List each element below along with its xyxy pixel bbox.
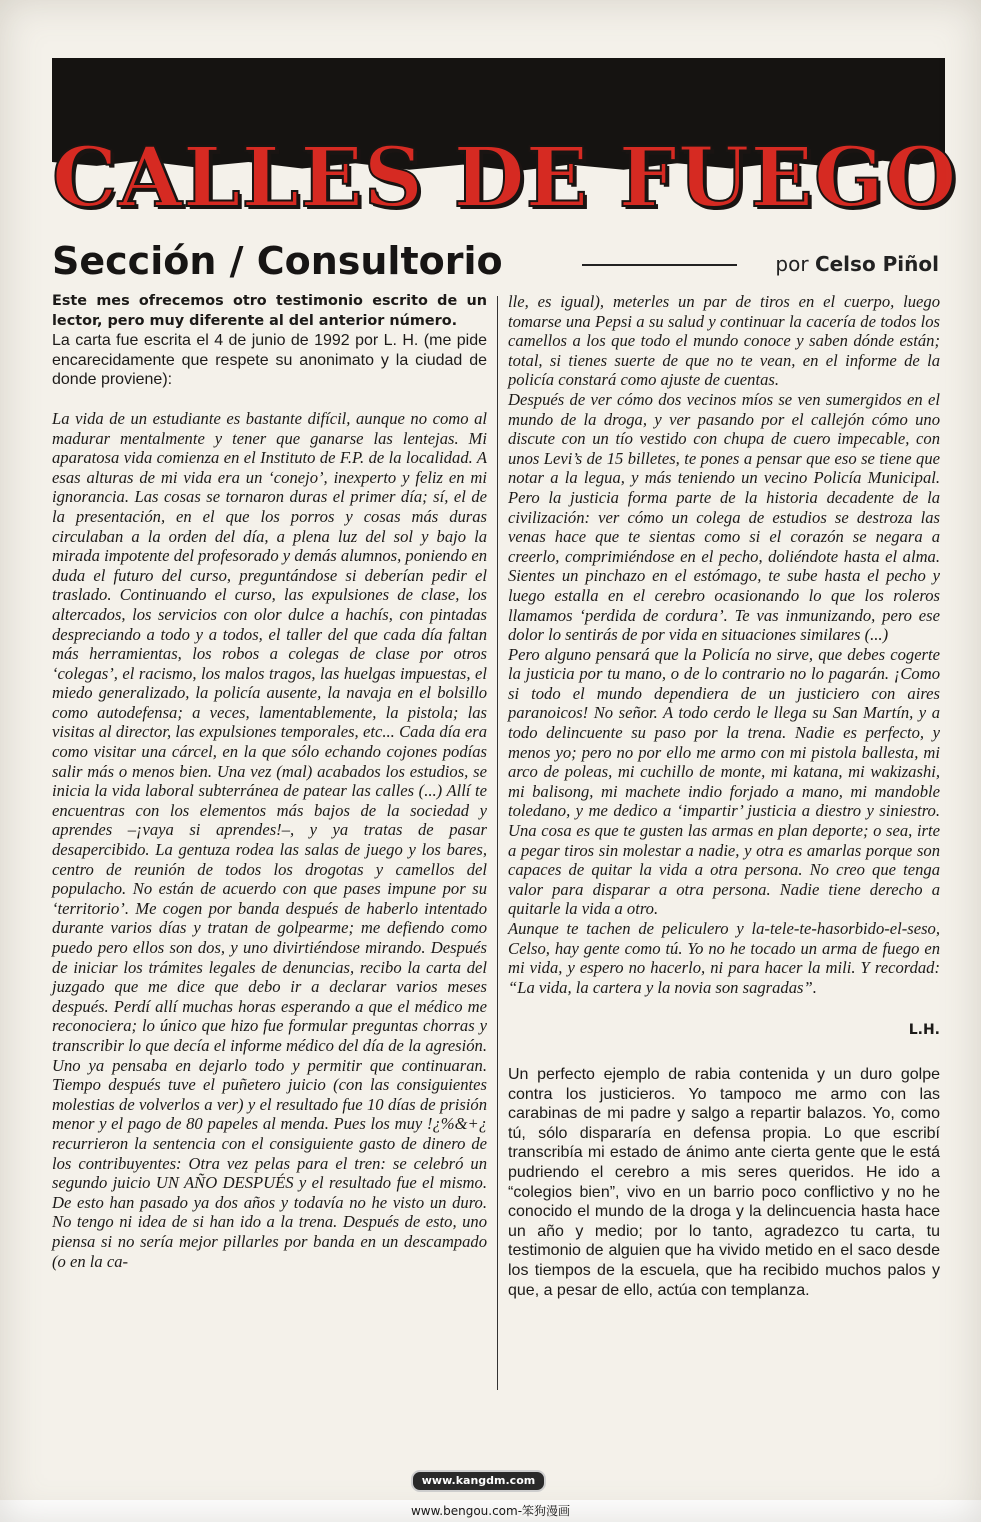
article-column-left xyxy=(52,292,487,1271)
intro-bold-text: Este mes ofrecemos otro testimonio escrito de un lector, pero muy diferente al del anterior número. xyxy=(52,293,487,329)
magazine-title: CALLES DE FUEGO xyxy=(52,130,958,226)
letter-paragraph: Después de ver cómo dos vecinos míos se ven sumergidos en el mundo de la droga, y ver pasando por el callejón cómo uno discute con un tío vestido con chupa de cuero impecable, con unos Levi’s de 15 billetes, te pones a pensar que eso se tiene que notar a la legua, y más teniendo un vecino Policía Municipal. Pero la justicia forma parte de la historia decadente de la civilización: ver cómo un colega de estudios se destroza las venas hace que te sientas como si el corazón se negara a creerlo, comprimiéndose en el pecho, doliéndote hasta el alma. Sientes un pinchazo en el estómago, te sube hasta el pecho y luego estalla en el cerebro ocasionando lo que los roleros llamamos ‘perdida de cordura’. Te vas inmunizando, pero ese dolor lo sentirás de por vida en situaciones similares (...) xyxy=(508,389,940,645)
watermark-footer-text: www.bengou.com-笨狗漫画 xyxy=(410,1504,571,1518)
letter-paragraph: La vida de un estudiante es bastante difícil, aunque no como al madurar mentalmente y tener que ganarse las lentejas. Mi aparatosa vida comienza en el Instituto de F.P. de la localidad. A esas alturas de mi vida era un ‘conejo’, inexperto y feliz en mi ignorancia. Las cosas se tornaron duras el primer día; sí, el de la presentación, en el que los porros y cosas más duras circulaban a la orden del día, a plena luz del sol y bajo la mirada impotente del profesorado y demás alumnos, poniendo en duda el futuro del curso, preguntándose si deberían pedir el traslado. Continuando el curso, las expulsiones de clase, los altercados, los servicios con olor dulce a hachís, con pintadas despreciando a todo y a todos, el taller del que cada día faltan más herramientas, los robos a colegas de clase por otros ‘colegas’, el racismo, los malos tragos, las huelgas impuestas, el miedo generalizado, la policía ausente, la navaja en el bolsillo como autodefensa; a veces, lamentablemente, la pistola; las visitas al director, las expulsiones temporales, etc... Cada día era como visitar una cárcel, en la que sólo echando cojones podías salir más o menos bien. Una vez (mal) acabados los estudios, se inicia la vida laboral subterránea de patear las calles (...) Allí te encuentras con los elementos más bajos de la sociedad y aprendes –¡vaya si aprendes!–, y ya tratas de pasar desapercibido. La gentuza rodea las salas de juego y los bares, centro de reunión de todos los drogotas y camellos del populacho. No están de acuerdo con que pases impune por su ‘territorio’. Me cogen por banda después de haberlo intentado durante varios días y tratan de golpearme; me defiendo como puedo pero ellos son dos, y uno divirtiéndose mirando. Después de iniciar los trámites legales de denuncias, recibo la carta del juzgado que me dice que debo ir a declarar varios meses después. Perdí allí muchas horas esperando a que el médico me reconociera; lo único que hizo fue formular preguntas chorras y transcribir lo que decía el informe médico del día de la agresión. Uno ya pensaba en dejarlo todo y permitir que continuaran. Tiempo después tuve el puñetero juicio (con las consiguientes molestias de volverlos a ver) y el resultado fue 10 días de prisión menor y el pago de 80 papeles al menda. Pues los muy !¿%&+¿ recurrieron la sentencia con el consiguiente gasto de dinero de los contribuyentes: Otra vez pelas para el tren: se celebró un segundo juicio UN AÑO DESPUÉS y el resultado fue el mismo. De esto han pasado ya dos años y todavía no he visto un duro. No tengo ni idea de si han ido a la trena. Después de esto, uno piensa si no sería mejor pillarles por banda en un descampado (o en la ca- xyxy=(52,408,487,1271)
section-header xyxy=(52,232,945,292)
section-divider-line xyxy=(582,264,737,266)
letter-paragraph: Pero alguno pensará que la Policía no sirve, que debes cogerte la justicia por tu mano, o de lo contrario no lo pagarán. ¡Como si todo el mundo dependiera de un justiciero con aires paranoicos! No señor. A todo cerdo le llega su San Martín, y a todo delincuente su paso por la trena. Nadie es perfecto, y menos yo; pero no por ello me armo con mi pistola ballesta, mi arco de poleas, mi cuchillo de monte, mi katana, mi wakizashi, mi balisong, mi machete indio forjado a mano, mi mandoble toledano, y me dedico a ‘impartir’ justicia a diestro y siniestro. Una cosa es que te gusten las armas en plan deporte; o sea, irte a pegar tiros sin molestar a nadie, y otra es amarlas porque son capaces de quitar la vida a otra persona. No creo que tenga valor para disparar a otra persona. Nadie tiene derecho a quitarle la vida a otro. xyxy=(508,644,940,919)
section-title: Sección / Consultorio xyxy=(52,239,503,283)
author-name: Celso Piñol xyxy=(814,252,939,276)
byline-prefix: por xyxy=(775,252,809,276)
byline xyxy=(775,252,939,276)
article-column-right xyxy=(508,292,940,1300)
letter-paragraph: Aunque te tachen de peliculero y la-tele-te-hasorbido-el-seso, Celso, hay gente como tú. Yo no he tocado un arma de fuego en mi vida, y espero no hacerlo, ni para hacer la mili. Y recordad: “La vida, la cartera y la novia son sagradas”. xyxy=(508,919,940,997)
column-divider xyxy=(497,296,498,1390)
editor-reply: Un perfecto ejemplo de rabia contenida y un duro golpe contra los justicieros. Yo tampoco me armo con las carabinas de mi padre y salgo a repartir balazos. Yo, como tú, sólo dispararía en defensa propia. Lo que escribí transcribía mi estado de ánimo ante cierta gente que le está pudriendo el cerebro a mis seres queridos. He ido a “colegios bien”, vivo en un barrio poco conflictivo y no he conocido el mundo de la droga y la delincuencia hasta hace un año y medio; por lo tanto, agradezco tu carta, tu testimonio de alguien que ha vivido metido en el saco desde los tiempos de la escuela, que ha recibido muchos palos y que, a pesar de ello, actúa con templanza. xyxy=(508,1065,940,1299)
letter-signature: L.H. xyxy=(908,1022,940,1039)
watermark-badge: www.kangdm.com xyxy=(411,1470,546,1492)
letter-paragraph: lle, es igual), meterles un par de tiros en el cuerpo, luego tomarse una Pepsi a su salud y continuar la cacería de todos los camellos a los que todo el mundo conoce y saben dónde están; total, si tienes suerte de que no te vean, en el informe de la policía constará como ajuste de cuentas. xyxy=(508,292,940,390)
intro-text: La carta fue escrita el 4 de junio de 1992 por L. H. (me pide encarecidamente que respete su anonimato y la ciudad de donde proviene): xyxy=(52,332,487,389)
